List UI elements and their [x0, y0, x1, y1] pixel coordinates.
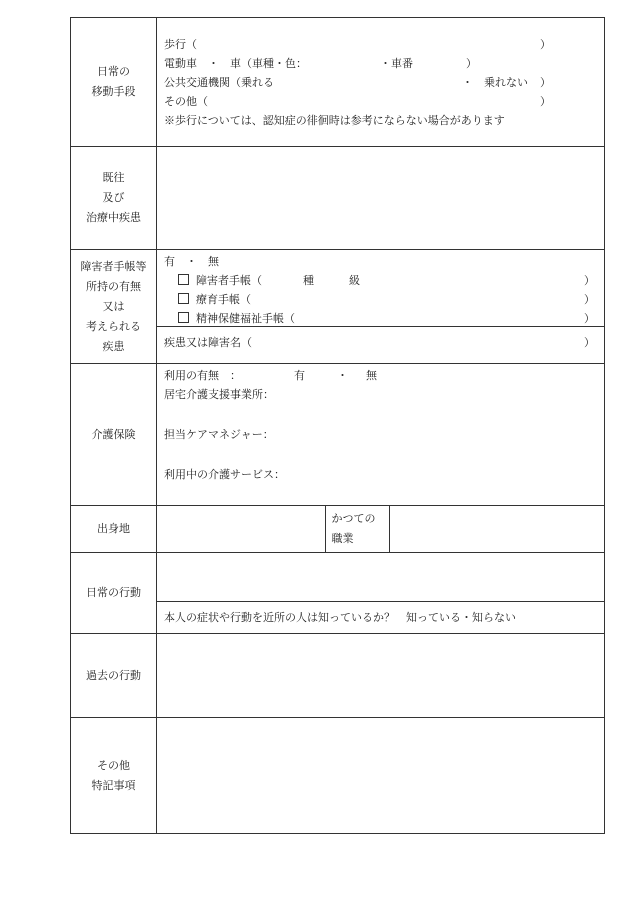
neighbor-awareness-question[interactable]: 本人の症状や行動を近所の人は知っているか？ 知っている・知らない [157, 601, 604, 633]
label-disease: 既往 及び 治療中疾患 [71, 147, 157, 250]
row-disability [71, 250, 605, 364]
label-birthplace: 出身地 [71, 506, 157, 553]
field-past-behavior[interactable] [157, 634, 605, 718]
checkbox[interactable] [178, 293, 189, 304]
checkbox-row-disability-book[interactable]: 障害者手帳（ 種 級 ） [164, 271, 604, 290]
walk-note: ※歩行については、認知症の徘徊時は参考にならない場合があります [164, 113, 505, 127]
row-birthplace [71, 506, 605, 553]
field-care[interactable] [157, 364, 605, 506]
walk-line: 歩行（ ） [164, 37, 551, 51]
row-disease [71, 147, 605, 250]
care-office-line: 居宅介護支援事業所： [164, 388, 274, 401]
row-care [71, 364, 605, 506]
form-table [70, 17, 605, 834]
row-mobility [71, 18, 605, 147]
label-past-behavior: 過去の行動 [71, 634, 157, 718]
field-other[interactable] [157, 718, 605, 834]
care-service-line: 利用中の介護サービス： [164, 468, 285, 481]
label-mobility: 日常の 移動手段 [71, 18, 157, 147]
disease-name-line[interactable]: 疾患又は障害名（ ） [157, 326, 604, 358]
label-former-job: かつての 職業 [325, 506, 389, 552]
field-mobility[interactable] [157, 18, 605, 147]
checkbox[interactable] [178, 274, 189, 285]
field-birthplace[interactable] [157, 506, 325, 552]
checkbox-row-ryouiku-book[interactable]: 療育手帳（ ） [164, 290, 604, 309]
checkbox-row-mental-health-book[interactable]: 精神保健福祉手帳（ ） [164, 309, 604, 328]
other-line: その他（ ） [164, 94, 551, 108]
field-former-job[interactable] [389, 506, 604, 552]
vehicle-line: 電動車 ・ 車（車種・色： ・車番 ） [164, 56, 477, 70]
field-birthplace-job [157, 506, 605, 553]
row-daily-behavior [71, 553, 605, 634]
checkbox[interactable] [178, 312, 189, 323]
field-daily-behavior-group [157, 553, 605, 634]
label-other: その他 特記事項 [71, 718, 157, 834]
care-manager-line: 担当ケアマネジャー： [164, 428, 274, 441]
label-daily-behavior: 日常の行動 [71, 553, 157, 634]
row-past-behavior [71, 634, 605, 718]
field-disability [157, 250, 605, 364]
transit-line: 公共交通機関（乗れる ・ 乗れない ） [164, 75, 551, 89]
label-care: 介護保険 [71, 364, 157, 506]
field-disease[interactable] [157, 147, 605, 250]
field-daily-behavior[interactable] [157, 553, 604, 601]
care-usage-line: 利用の有無 ： 有 ・ 無 [164, 369, 377, 382]
disability-yes-no[interactable]: 有 ・ 無 [164, 255, 219, 268]
label-disability: 障害者手帳等 所持の有無 又は 考えられる 疾患 [71, 250, 157, 364]
row-other [71, 718, 605, 834]
